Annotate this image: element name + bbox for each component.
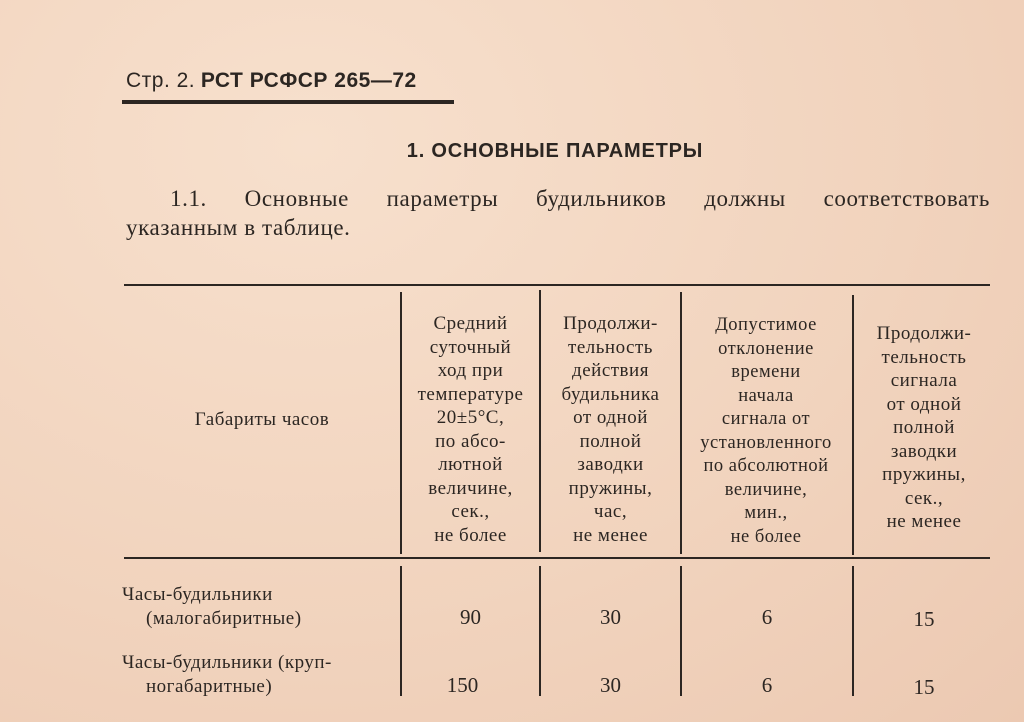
header-line: отклонение <box>718 338 814 359</box>
header-line: действия <box>572 360 649 381</box>
column-header-signal-deviation <box>680 314 852 549</box>
header-line: лютной <box>438 454 503 475</box>
table-cell: 150 <box>446 673 479 697</box>
header-line: величине, <box>428 477 513 499</box>
row-label-line: Часы-будильники (круп- <box>122 652 332 673</box>
header-line: сек., <box>904 487 944 509</box>
header-line: мин., <box>744 503 788 523</box>
header-line: 20±5°С, <box>436 407 505 428</box>
header-line: начала <box>738 385 794 406</box>
header-line: от одной <box>886 393 962 415</box>
paragraph-line-1: 1.1. Основные параметры будильников должны соответствовать <box>170 186 990 211</box>
header-line: величине, <box>724 479 808 500</box>
row-label-line: (малогабиритные) <box>146 608 302 629</box>
page-number: Стр. 2. <box>126 69 196 92</box>
row-label-line: ногабаритные) <box>146 676 273 697</box>
paragraph <box>128 184 990 242</box>
table-cell: 6 <box>761 673 773 697</box>
header-underline <box>122 100 454 104</box>
header-line: ход при <box>437 360 504 381</box>
table-header-rule <box>124 557 990 559</box>
column-header-alarm-duration <box>541 312 680 547</box>
header-line: тельность <box>568 336 653 358</box>
header-line: пружины, <box>568 477 653 499</box>
header-line: не более <box>730 526 802 547</box>
header-line: Продолжи- <box>876 323 972 344</box>
header-line: час, <box>593 501 628 522</box>
column-header-dimensions <box>124 408 400 432</box>
table-cell: 15 <box>913 675 935 699</box>
table-cell: 30 <box>600 605 621 629</box>
header-line: Допустимое <box>715 315 817 335</box>
section-title: 1. ОСНОВНЫЕ ПАРАМЕТРЫ <box>406 140 704 162</box>
header-line: не менее <box>886 511 962 532</box>
column-header-signal-duration <box>854 322 994 534</box>
header-line: суточный <box>429 336 512 358</box>
table-cell: 15 <box>913 607 935 631</box>
header-line: по абсо- <box>435 430 506 452</box>
column-header-daily-rate <box>402 312 539 547</box>
header-line: заводки <box>577 454 644 475</box>
header-line: пружины, <box>882 464 966 485</box>
table-cell: 6 <box>761 605 773 629</box>
standard-number: РСТ РСФСР 265—72 <box>200 69 417 92</box>
header-line: Средний <box>433 313 508 334</box>
table-top-rule <box>124 284 990 286</box>
header-line: от одной <box>573 407 648 428</box>
header-line: полной <box>579 430 642 452</box>
page-header <box>126 68 417 93</box>
header-line: полной <box>893 417 955 438</box>
header-line: не более <box>434 524 507 546</box>
header-line: будильника <box>561 383 660 405</box>
header-line: по абсолютной <box>703 456 829 476</box>
header-line: температуре <box>417 383 524 405</box>
paragraph-line-2: указанным в таблице. <box>126 215 351 240</box>
table-row-label <box>122 583 398 631</box>
header-line: сигнала от <box>721 409 811 429</box>
table-row-label <box>122 651 398 699</box>
header-line: сигнала <box>890 370 958 391</box>
header-line: тельность <box>881 346 967 368</box>
table-cell: 30 <box>600 673 621 697</box>
header-line: Продолжи- <box>563 313 658 334</box>
row-label-line: Часы-будильники <box>122 584 273 605</box>
header-line: Габариты часов <box>194 409 330 430</box>
header-line: не менее <box>573 524 648 546</box>
header-line: сек., <box>451 501 490 522</box>
table-cell: 90 <box>460 605 481 629</box>
header-line: установленного <box>700 432 832 453</box>
header-line: времени <box>731 362 801 382</box>
header-line: заводки <box>890 440 958 462</box>
